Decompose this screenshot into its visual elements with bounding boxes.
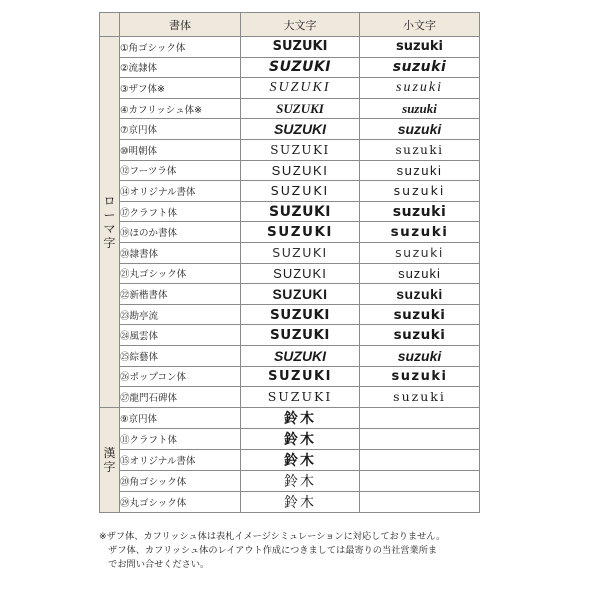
font-name-cell: ②流隷体 [120, 57, 241, 78]
table-row [100, 428, 480, 449]
footnote-line: ザフ体、カフリッシュ体のレイアウト作成につきましては最寄りの当社営業所ま [99, 544, 438, 556]
font-name-cell: ⑮オリジナル書体 [120, 449, 241, 470]
table-row [100, 242, 480, 263]
table-row [100, 57, 480, 78]
table-row [100, 139, 480, 160]
footnote-line: ※ザフ体、カフリッシュ体は表札イメージシミュレーションに対応しておりません。 [99, 531, 446, 542]
font-name-cell: ③ザフ体※ [120, 78, 241, 99]
lowercase-sample-cell [360, 428, 480, 449]
font-name-cell: ㉔風雲体 [120, 325, 241, 346]
lowercase-sample-cell [360, 449, 480, 470]
table-row [100, 407, 480, 428]
font-name-cell: ㉗龍門石碑体 [120, 387, 241, 408]
table-row [100, 325, 480, 346]
lowercase-sample-cell: suzuki [360, 119, 480, 140]
uppercase-sample-cell: SUZUKI [241, 284, 360, 305]
uppercase-sample-cell: SUZUKI [241, 366, 360, 387]
table-row [100, 366, 480, 387]
group-label-char: ー [103, 207, 116, 222]
uppercase-sample-cell: SUZUKI [241, 57, 360, 78]
font-name-cell: ⑳角ゴシック体 [120, 470, 241, 491]
table-row [100, 78, 480, 99]
lowercase-sample-cell: suzuki [360, 78, 480, 99]
lowercase-sample-cell [360, 470, 480, 491]
group-label-char: ロ [103, 193, 116, 208]
lowercase-sample-cell: suzuki [360, 160, 480, 181]
font-sample-table [99, 12, 480, 513]
lowercase-sample-cell: suzuki [360, 242, 480, 263]
lowercase-sample-cell [360, 407, 480, 428]
header-uppercase: 大文字 [241, 13, 360, 37]
table-row [100, 201, 480, 222]
lowercase-sample-cell: suzuki [360, 201, 480, 222]
uppercase-sample-cell: SUZUKI [241, 98, 360, 119]
uppercase-sample-cell: 鈴木 [241, 449, 360, 470]
group-label-char: マ [103, 221, 116, 236]
font-name-cell: ⑩明朝体 [120, 139, 241, 160]
font-name-cell: ⑪クラフト体 [120, 428, 241, 449]
footnote-line: でお問い合せください。 [99, 558, 210, 570]
table-row [100, 491, 480, 512]
table-row [100, 222, 480, 243]
table-row [100, 119, 480, 140]
table-row [100, 345, 480, 366]
font-name-cell: ⑰クラフト体 [120, 201, 241, 222]
lowercase-sample-cell: suzuki [360, 345, 480, 366]
lowercase-sample-cell: suzuki [360, 325, 480, 346]
font-name-cell: ⑲ほのか書体 [120, 222, 241, 243]
group-label-kanji [100, 407, 120, 512]
uppercase-sample-cell: 鈴木 [241, 491, 360, 512]
table-body [100, 37, 480, 513]
header-font-name: 書体 [120, 13, 241, 37]
font-name-cell: ⑳隷書体 [120, 242, 241, 263]
font-name-cell: ④カフリッシュ体※ [120, 98, 241, 119]
group-label-roman [100, 37, 120, 408]
font-sample-table-container [99, 12, 479, 526]
uppercase-sample-cell: 鈴木 [241, 470, 360, 491]
lowercase-sample-cell: suzuki [360, 263, 480, 284]
lowercase-sample-cell: suzuki [360, 304, 480, 325]
uppercase-sample-cell: SUZUKI [241, 222, 360, 243]
lowercase-sample-cell: suzuki [360, 284, 480, 305]
lowercase-sample-cell: suzuki [360, 37, 480, 58]
lowercase-sample-cell: suzuki [360, 387, 480, 408]
uppercase-sample-cell: SUZUKI [241, 160, 360, 181]
uppercase-sample-cell: SUZUKI [241, 263, 360, 284]
uppercase-sample-cell: SUZUKI [241, 201, 360, 222]
table-row [100, 37, 480, 58]
uppercase-sample-cell: SUZUKI [241, 139, 360, 160]
font-name-cell: ㉒新楷書体 [120, 284, 241, 305]
table-row [100, 449, 480, 470]
table-row [100, 181, 480, 202]
table-row [100, 263, 480, 284]
font-name-cell: ①角ゴシック体 [120, 37, 241, 58]
table-row [100, 304, 480, 325]
font-name-cell: ⑨京円体 [120, 407, 241, 428]
uppercase-sample-cell: SUZUKI [241, 242, 360, 263]
table-row [100, 160, 480, 181]
lowercase-sample-cell: suzuki [360, 181, 480, 202]
font-name-cell: ㉓勘亭流 [120, 304, 241, 325]
lowercase-sample-cell: suzuki [360, 139, 480, 160]
font-name-cell: ⑭オリジナル書体 [120, 181, 241, 202]
font-name-cell: ⑦京円体 [120, 119, 241, 140]
table-row [100, 387, 480, 408]
uppercase-sample-cell: 鈴木 [241, 407, 360, 428]
group-label-char: 字 [103, 459, 116, 474]
group-label-char: 字 [103, 235, 116, 250]
lowercase-sample-cell [360, 491, 480, 512]
font-name-cell: ㉖ポップコン体 [120, 366, 241, 387]
table-row [100, 284, 480, 305]
font-name-cell: ⑫フーツラ体 [120, 160, 241, 181]
header-corner-cell [100, 13, 120, 37]
font-name-cell: ㉕綜藝体 [120, 345, 241, 366]
lowercase-sample-cell: suzuki [360, 222, 480, 243]
uppercase-sample-cell: SUZUKI [241, 325, 360, 346]
uppercase-sample-cell: SUZUKI [241, 304, 360, 325]
group-label-char: 漢 [103, 445, 116, 460]
font-name-cell: ㉑丸ゴシック体 [120, 263, 241, 284]
lowercase-sample-cell: suzuki [360, 98, 480, 119]
table-row [100, 98, 480, 119]
uppercase-sample-cell: SUZUKI [241, 181, 360, 202]
uppercase-sample-cell: SUZUKI [241, 387, 360, 408]
uppercase-sample-cell: SUZUKI [241, 345, 360, 366]
table-row [100, 470, 480, 491]
footnote [99, 530, 499, 571]
header-lowercase: 小文字 [360, 13, 480, 37]
uppercase-sample-cell: SUZUKI [241, 119, 360, 140]
lowercase-sample-cell: suzuki [360, 366, 480, 387]
uppercase-sample-cell: SUZUKI [241, 78, 360, 99]
uppercase-sample-cell: 鈴木 [241, 428, 360, 449]
table-header-row [100, 13, 480, 37]
uppercase-sample-cell: SUZUKI [241, 37, 360, 58]
lowercase-sample-cell: suzuki [360, 57, 480, 78]
font-name-cell: ㉙丸ゴシック体 [120, 491, 241, 512]
